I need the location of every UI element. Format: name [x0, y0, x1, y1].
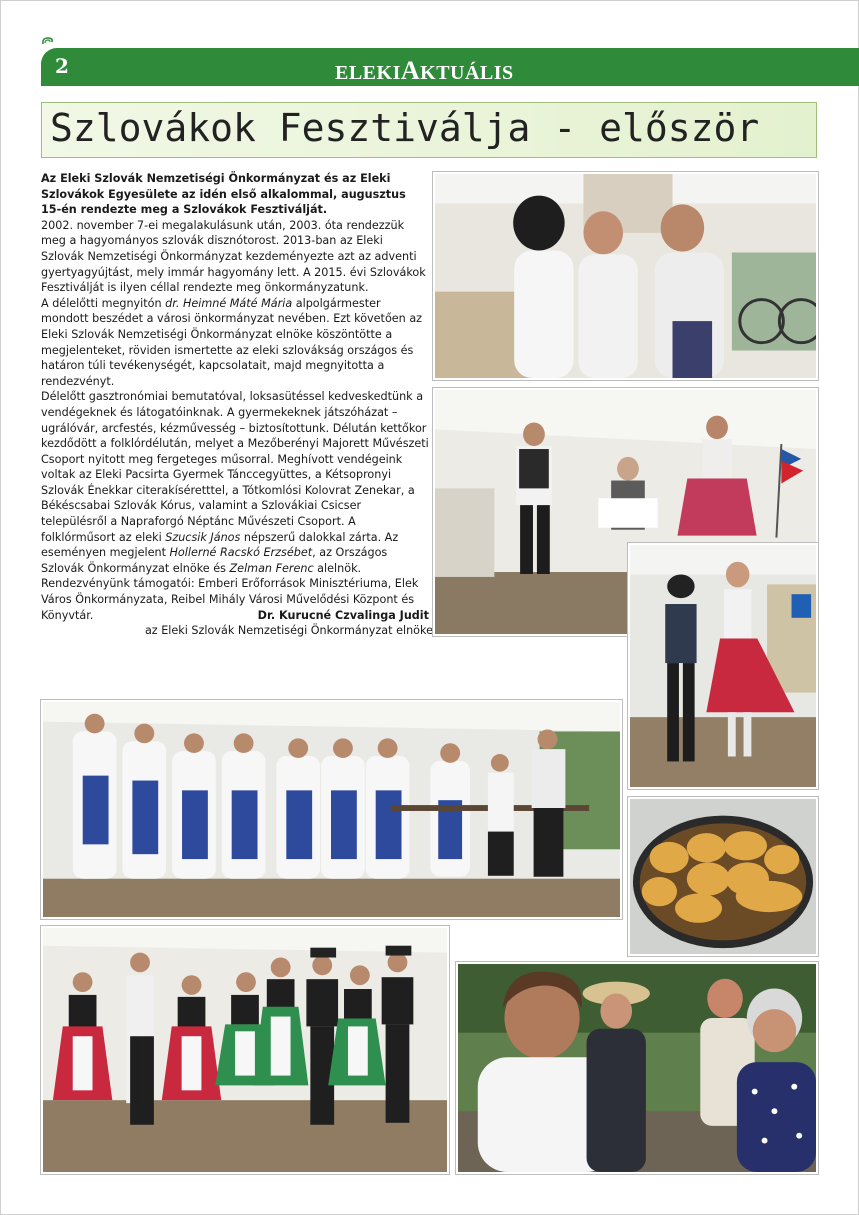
- signature-name: Dr. Kurucné Czvalinga Judit: [257, 608, 429, 622]
- photo-folk-dance-group: [41, 926, 449, 1174]
- p3-text-c: , az Országos Szlovák Önkormányzat elnöke és: [41, 546, 388, 575]
- masthead-prefix: ELEKI: [335, 62, 401, 84]
- photo-choir-stage: [41, 700, 622, 919]
- p2-text-a: A délelőtti megnyitón: [41, 296, 166, 310]
- page-number: 2: [55, 54, 69, 78]
- signature-role: az Eleki Szlovák Nemzetiségi Önkormányzat elnöke: [144, 624, 433, 638]
- photo-dancing-children: [628, 543, 818, 789]
- photo-festival-visitors: [433, 172, 818, 380]
- p2-text-b: alpolgármester mondott beszédet a városi önkormányzat nevében. Ezt követően az Eleki Szlovák Nemzetiségi Önkormányzat elnöke köszöntötte a megjelenteket, röviden ismertette az eleki szlovákság országos és határon túli tevékenységét, kapcsolatait, majd megnyitotta a rendezvényt.: [41, 296, 423, 388]
- p3-text-d: alelnök.: [313, 561, 362, 575]
- masthead: [335, 56, 535, 86]
- masthead-suffix: KTUÁLIS: [420, 62, 514, 84]
- article-paragraph-2: [41, 296, 429, 390]
- p3-name: Szucsik János: [165, 530, 241, 544]
- article-title: Szlovákok Fesztiválja - először: [50, 106, 760, 150]
- masthead-initial: A: [400, 56, 421, 85]
- p3-name-2: Hollerné Racskó Erzsébet: [169, 546, 313, 560]
- article-paragraph-3: [41, 389, 429, 576]
- photo-guests-chatting: [456, 962, 818, 1174]
- p3-text-b: népszerű dalokkal zárta. Az eseményen megjelent: [41, 530, 399, 560]
- article-paragraph-4: Rendezvényünk támogatói: Emberi Erőforrások Minisztériuma, Elek Város Önkormányzata, Reibel Mihály Városi Művelődési Központ és Könyvtár.: [41, 577, 419, 622]
- p2-name: dr. Heimné Máté Mária: [165, 296, 293, 310]
- photo-loksa-frying: [628, 797, 818, 956]
- article-body: [41, 171, 433, 639]
- article-lead: Az Eleki Szlovák Nemzetiségi Önkormányzat és az Eleki Szlovákok Egyesülete az idén első alkalommal, augusztus 15-én rendezte meg a Szlovákok Fesztiválját.: [41, 172, 406, 217]
- swirl-ornament-icon: [41, 36, 55, 46]
- p3-text-a: Délelőtt gasztronómiai bemutatóval, loksasütéssel kedveskedtünk a vendégeknek és látogatóinknak. A gyermekeknek játszóházat – ugrálóvár, arcfestés, kézművesség – biztosítottunk. Délután kettőkor kezdődött a folklórdélután, melyet a Mezőberényi Majorett Művészeti Csoport nyitott meg fergeteges műsorral. Meghívott vendégeink voltak az Eleki Pacsirta Gyermek Tánccegyüttes, a Kétsopronyi Szlovák Énekkar citerakíséretttel, a Tótkomlósi Kolovrat Zenekar, a Békéscsabai Szlovák Kórus, valamint a Szlovákiai Csicser településről a Napraforgó Néptánc Művészeti Csoport. A folklórműsort az eleki: [41, 390, 429, 544]
- p3-name-3: Zelman Ferenc: [229, 561, 314, 575]
- article-paragraph-1: 2002. november 7-ei megalakulásunk után, 2003. óta rendezzük meg a hagyományos szlovák disznótorost. 2013-ban az Eleki Szlovák Nemzetiségi Önkormányzat kezdeményezte azt az adventi gyertyagyújtást, mely immár hagyomány lett. A 2015. évi Szlovákok Fesztiválját is ilyen céllal rendezte meg önkormányzatunk.: [41, 218, 426, 295]
